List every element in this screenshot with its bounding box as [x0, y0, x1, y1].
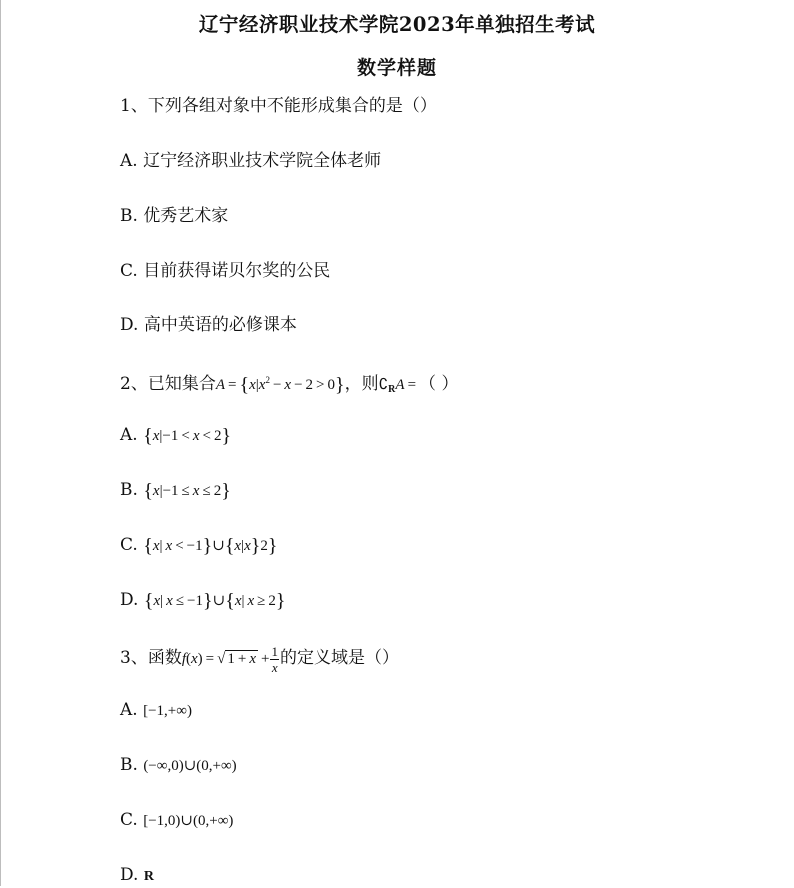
- question-2-option-a: [120, 424, 231, 447]
- question-2-option-d: [120, 589, 286, 612]
- set-a-formula: $A = \{x|x^2 - x - 2 > 0\}$: [215, 374, 345, 396]
- question-3-prefix: 3、函数: [120, 647, 182, 668]
- option-label: D.: [120, 590, 139, 610]
- question-3-suffix: 的定义域是（）: [279, 647, 399, 668]
- question-1-option-d: D. 高中英语的必修课本: [120, 315, 297, 335]
- question-2-comma: ，则: [344, 374, 379, 394]
- function-formula: f(x) = √ 1 + x + $\frac{1}{x}$: [181, 644, 278, 675]
- question-2-answer-paren: （ ）: [419, 374, 459, 394]
- option-label: D.: [120, 865, 139, 885]
- option-d-formula: {x| x ≤ −1}∪{x| x ≥ 2}: [143, 590, 286, 612]
- question-1-option-c: C. 目前获得诺贝尔奖的公民: [120, 261, 331, 281]
- question-1-stem: 1、下列各组对象中不能形成集合的是（）: [120, 96, 437, 116]
- option-a-interval: [−1,+∞): [143, 703, 192, 719]
- question-2-option-b: [120, 479, 231, 502]
- option-a-formula: {x|−1 < x < 2}: [143, 425, 232, 447]
- question-1-option-b: B. 优秀艺术家: [120, 206, 229, 226]
- exam-title: 辽宁经济职业技术学院2023年单独招生考试: [198, 13, 596, 36]
- complement-formula: $∁_RA$ =: [378, 377, 420, 395]
- option-label: C.: [120, 535, 138, 555]
- option-label: B.: [120, 755, 138, 775]
- question-3-option-b: [120, 754, 237, 777]
- question-3-option-c: [120, 809, 233, 832]
- question-2-prefix: 2、已知集合: [120, 374, 216, 394]
- option-label: A.: [120, 700, 138, 720]
- option-label: C.: [120, 810, 138, 830]
- question-2-stem: [120, 369, 458, 401]
- question-3-stem: [120, 644, 399, 675]
- option-d-real-set: R: [143, 869, 154, 884]
- page-edge: [0, 0, 1, 886]
- exam-subtitle: 数学样题: [356, 57, 437, 79]
- question-1-option-a: A. 辽宁经济职业技术学院全体老师: [120, 151, 382, 171]
- option-b-interval: (−∞,0)∪(0,+∞): [143, 758, 237, 774]
- question-3-option-d: [120, 864, 154, 888]
- option-c-formula: {x| x < −1}∪{x|x}2}: [143, 535, 278, 557]
- option-label: B.: [120, 480, 138, 500]
- option-label: A.: [120, 425, 138, 445]
- option-b-formula: {x|−1 ≤ x ≤ 2}: [143, 480, 231, 502]
- question-3-option-a: [120, 699, 192, 722]
- question-2-option-c: [120, 534, 278, 557]
- option-c-interval: [−1,0)∪(0,+∞): [143, 813, 234, 829]
